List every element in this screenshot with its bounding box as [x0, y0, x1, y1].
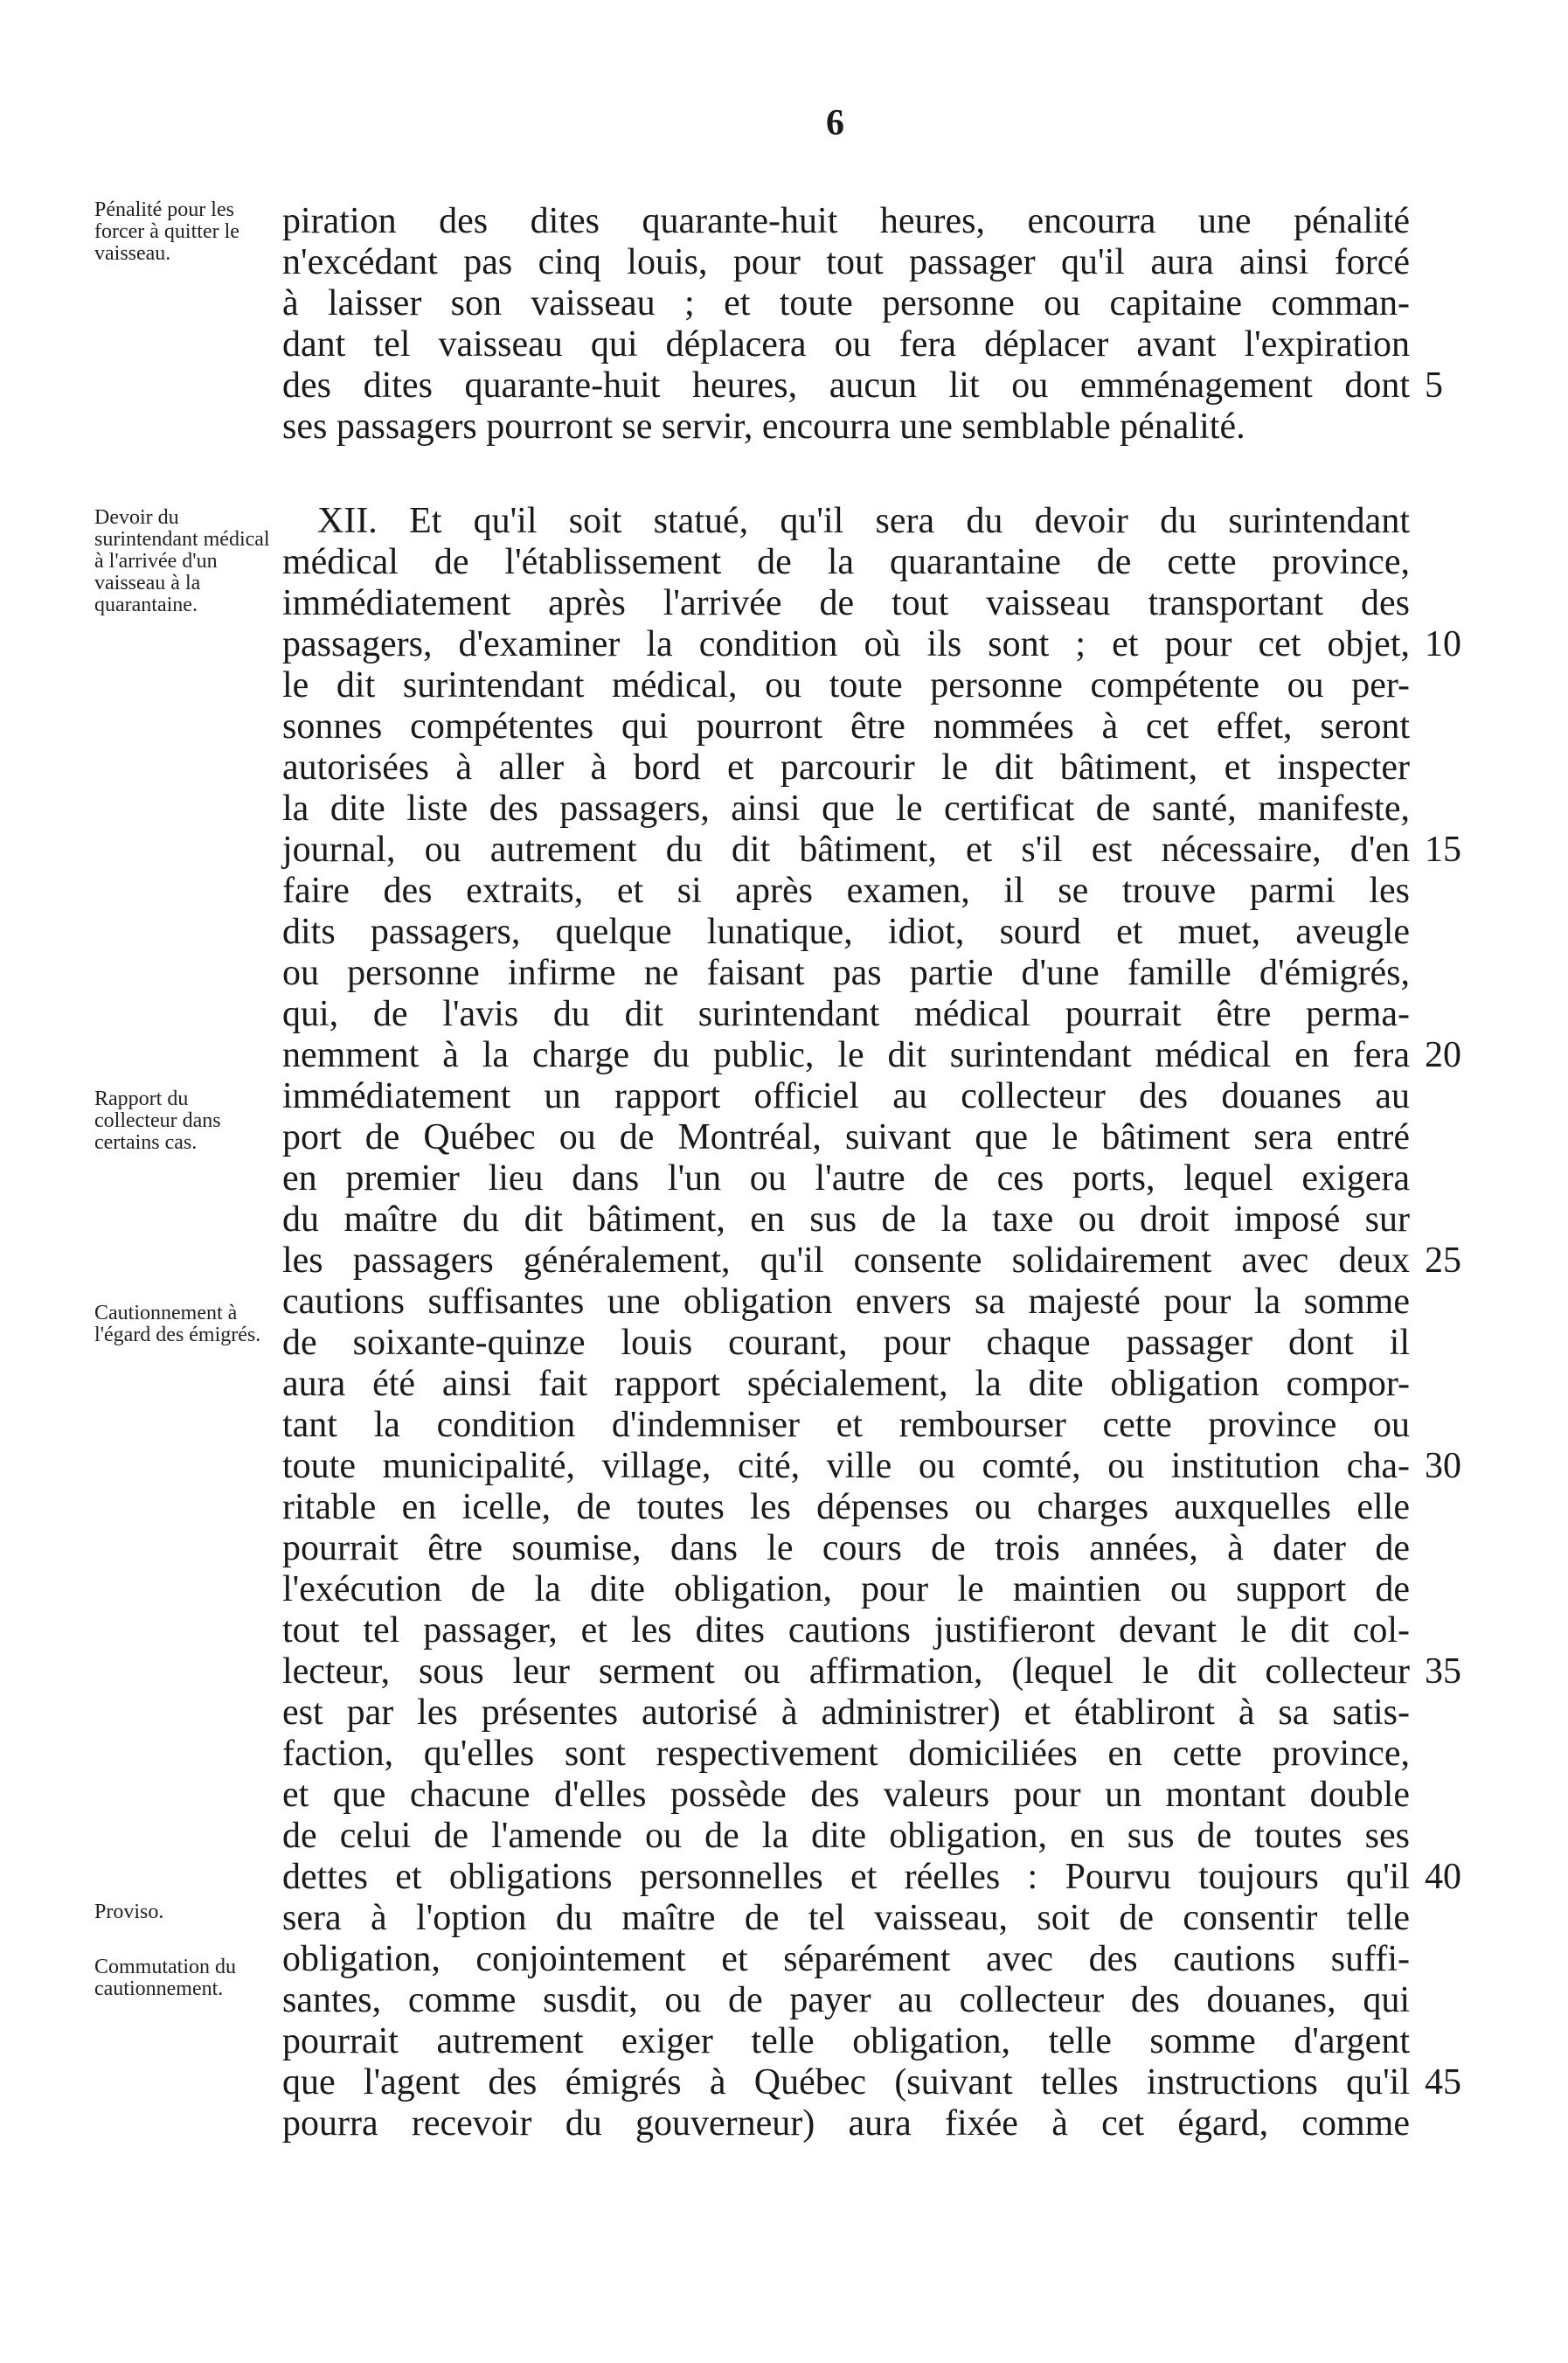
text-line: pourrait être soumise, dans le cours de trois années, à dater de	[282, 1528, 1410, 1568]
text-line: piration des dites quarante-huit heures, encourra une pénalité	[282, 201, 1410, 241]
line-number: 10	[1425, 624, 1461, 664]
line-number: 25	[1425, 1241, 1461, 1281]
text-line: obligation, conjointement et séparément avec des cautions suffi-	[282, 1939, 1410, 1979]
margin-note: Commutation du cautionnement.	[94, 1956, 236, 2000]
text-line: de celui de l'amende ou de la dite obligation, en sus de toutes ses	[282, 1816, 1410, 1856]
margin-note: Devoir du surintendant médical à l'arrivée d'un vaisseau à la quarantaine.	[94, 506, 270, 616]
text-line: cautions suffisantes une obligation envers sa majesté pour la somme	[282, 1282, 1410, 1322]
text-line: aura été ainsi fait rapport spécialement, la dite obligation compor-	[282, 1364, 1410, 1404]
text-line: faire des extraits, et si après examen, il se trouve parmi les	[282, 871, 1410, 911]
text-line: journal, ou autrement du dit bâtiment, et s'il est nécessaire, d'en	[282, 830, 1410, 870]
text-line: immédiatement après l'arrivée de tout vaisseau transportant des	[282, 583, 1410, 623]
text-line: sonnes compétentes qui pourront être nommées à cet effet, seront	[282, 706, 1410, 747]
text-line: dits passagers, quelque lunatique, idiot, sourd et muet, aveugle	[282, 912, 1410, 952]
text-line: pourrait autrement exiger telle obligation, telle somme d'argent	[282, 2021, 1410, 2061]
text-line: autorisées à aller à bord et parcourir le dit bâtiment, et inspecter	[282, 747, 1410, 788]
text-line: des dites quarante-huit heures, aucun lit ou emménagement dont	[282, 365, 1410, 406]
text-line: de soixante-quinze louis courant, pour chaque passager dont il	[282, 1323, 1410, 1363]
text-line: et que chacune d'elles possède des valeurs pour un montant double	[282, 1775, 1410, 1815]
text-line: tant la condition d'indemniser et rembourser cette province ou	[282, 1405, 1410, 1445]
text-line: tout tel passager, et les dites cautions justifieront devant le dit col-	[282, 1610, 1410, 1651]
text-line: en premier lieu dans l'un ou l'autre de ces ports, lequel exigera	[282, 1158, 1410, 1199]
text-line: à laisser son vaisseau ; et toute personne ou capitaine comman-	[282, 283, 1410, 323]
text-line: ses passagers pourront se servir, encourra une semblable pénalité.	[282, 407, 1245, 447]
text-line: santes, comme susdit, ou de payer au collecteur des douanes, qui	[282, 1980, 1410, 2020]
text-line: immédiatement un rapport officiel au collecteur des douanes au	[282, 1076, 1410, 1116]
text-line: du maître du dit bâtiment, en sus de la taxe ou droit imposé sur	[282, 1199, 1410, 1240]
text-line: n'excédant pas cinq louis, pour tout passager qu'il aura ainsi forcé	[282, 242, 1410, 282]
line-number: 20	[1425, 1035, 1461, 1075]
text-line: XII. Et qu'il soit statué, qu'il sera du devoir du surintendant	[317, 501, 1410, 541]
line-number: 30	[1425, 1446, 1461, 1486]
text-line: ritable en icelle, de toutes les dépenses ou charges auxquelles elle	[282, 1487, 1410, 1527]
text-line: pourra recevoir du gouverneur) aura fixée à cet égard, comme	[282, 2103, 1410, 2144]
text-line: est par les présentes autorisé à administrer) et établiront à sa satis-	[282, 1692, 1410, 1733]
text-line: les passagers généralement, qu'il consente solidairement avec deux	[282, 1241, 1410, 1281]
text-line: faction, qu'elles sont respectivement domiciliées en cette province,	[282, 1734, 1410, 1774]
margin-note: Cautionnement à l'égard des émigrés.	[94, 1302, 261, 1346]
text-line: ou personne infirme ne faisant pas partie d'une famille d'émigrés,	[282, 953, 1410, 993]
line-number: 45	[1425, 2062, 1461, 2102]
text-line: dettes et obligations personnelles et réelles : Pourvu toujours qu'il	[282, 1857, 1410, 1897]
line-number: 40	[1425, 1857, 1461, 1897]
line-number: 35	[1425, 1651, 1461, 1692]
page-number: 6	[826, 103, 844, 143]
text-line: que l'agent des émigrés à Québec (suivant telles instructions qu'il	[282, 2062, 1410, 2102]
text-line: dant tel vaisseau qui déplacera ou fera déplacer avant l'expiration	[282, 324, 1410, 365]
text-line: médical de l'établissement de la quarantaine de cette province,	[282, 542, 1410, 582]
line-number: 15	[1425, 830, 1461, 870]
text-line: sera à l'option du maître de tel vaisseau, soit de consentir telle	[282, 1898, 1410, 1938]
text-line: toute municipalité, village, cité, ville ou comté, ou institution cha-	[282, 1446, 1410, 1486]
margin-note: Proviso.	[94, 1901, 164, 1923]
text-line: le dit surintendant médical, ou toute personne compétente ou per-	[282, 665, 1410, 705]
text-line: lecteur, sous leur serment ou affirmation, (lequel le dit collecteur	[282, 1651, 1410, 1692]
text-line: port de Québec ou de Montréal, suivant que le bâtiment sera entré	[282, 1117, 1410, 1157]
margin-note: Rapport du collecteur dans certains cas.	[94, 1088, 221, 1154]
text-line: qui, de l'avis du dit surintendant médical pourrait être perma-	[282, 994, 1410, 1034]
margin-note: Pénalité pour les forcer à quitter le vaisseau.	[94, 198, 239, 265]
text-line: passagers, d'examiner la condition où ils sont ; et pour cet objet,	[282, 624, 1410, 664]
text-line: l'exécution de la dite obligation, pour le maintien ou support de	[282, 1569, 1410, 1609]
text-line: la dite liste des passagers, ainsi que le certificat de santé, manifeste,	[282, 789, 1410, 829]
text-line: nemment à la charge du public, le dit surintendant médical en fera	[282, 1035, 1410, 1075]
line-number: 5	[1425, 365, 1443, 406]
